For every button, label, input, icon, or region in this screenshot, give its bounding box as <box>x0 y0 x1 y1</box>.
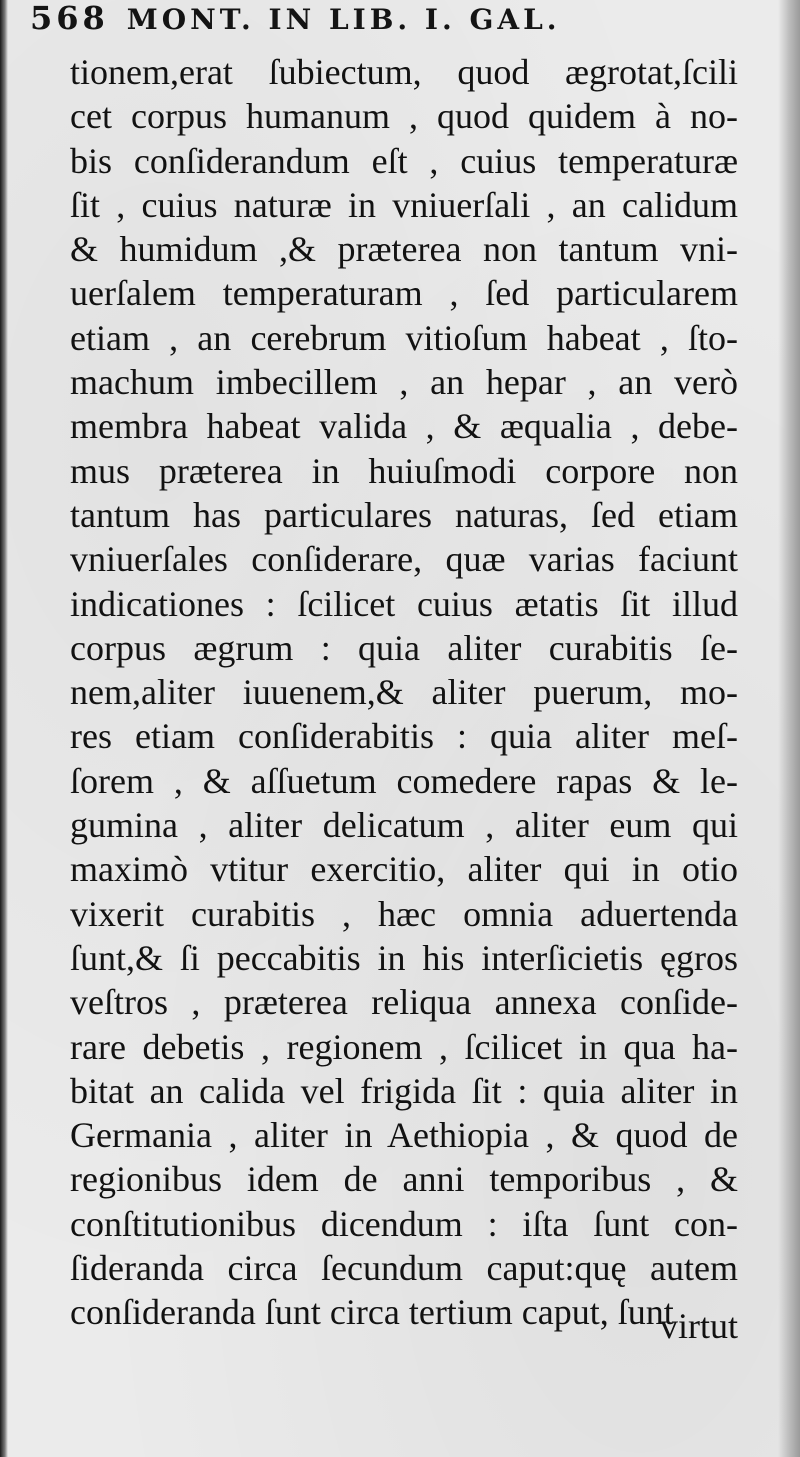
text-line: regionibus idem de anni temporibus , & <box>70 1159 738 1200</box>
text-line: maximò vtitur exercitio, aliter qui in otio <box>70 849 738 890</box>
text-line: tantum has particulares naturas, ſed etiam <box>70 494 738 535</box>
text-line: ſideranda circa ſecundum caput:quę autem <box>70 1248 738 1289</box>
text-line: conſideranda ſunt circa tertium caput, ſunt <box>70 1292 674 1333</box>
page-edge-shadow <box>778 0 800 1457</box>
text-line: res etiam conſiderabitis : quia aliter meſ- <box>70 716 738 757</box>
text-line: ſorem , & aſſuetum comedere rapas & le- <box>70 760 738 801</box>
text-line: veſtros , præterea reliqua annexa conſide- <box>70 982 738 1023</box>
running-head <box>30 0 750 36</box>
text-line: machum imbecillem , an hepar , an verò <box>70 362 738 403</box>
catchword: virtut <box>660 1306 738 1346</box>
text-line: uerſalem temperaturam , ſed particularem <box>70 273 738 314</box>
text-line: membra habeat valida , & æqualia , debe- <box>70 406 738 447</box>
text-line: Germania , aliter in Aethiopia , & quod de <box>70 1115 738 1156</box>
text-line: tionem,erat ſubiectum, quod ægrotat,ſcili <box>70 52 738 92</box>
text-line: conſtitutionibus dicendum : iſta ſunt con- <box>70 1203 738 1244</box>
text-line: indicationes : ſcilicet cuius ætatis ſit illud <box>70 583 738 624</box>
text-line: gumina , aliter delicatum , aliter eum qui <box>70 805 738 846</box>
page-number: 568 <box>30 0 109 36</box>
text-line: nem,aliter iuuenem,& aliter puerum, mo- <box>70 672 738 713</box>
text-line: cet corpus humanum , quod quidem à no- <box>70 96 738 137</box>
text-line: mus præterea in huiuſmodi corpore non <box>70 450 738 491</box>
text-line: vixerit curabitis , hæc omnia aduertenda <box>70 893 738 934</box>
text-line: etiam , an cerebrum vitioſum habeat , ſto- <box>70 317 738 358</box>
text-line: ſit , cuius naturæ in vniuerſali , an calidum <box>70 184 738 225</box>
body-text <box>70 50 738 1335</box>
text-line: & humidum ,& præterea non tantum vni- <box>70 229 738 270</box>
text-line: bis conſiderandum eſt , cuius temperaturæ <box>70 140 738 181</box>
text-line: vniuerſales conſiderare, quæ varias faciunt <box>70 539 738 580</box>
text-line: rare debetis , regionem , ſcilicet in qua ha- <box>70 1026 738 1067</box>
running-head-title: MONT. IN LIB. I. GAL. <box>126 3 561 36</box>
page-gutter-shadow <box>0 0 8 1457</box>
text-line: ſunt,& ſi peccabitis in his interſicietis ęgros <box>70 937 738 978</box>
text-line: bitat an calida vel frigida ſit : quia aliter in <box>70 1070 738 1111</box>
text-line: corpus ægrum : quia aliter curabitis ſe- <box>70 627 738 668</box>
show-through-ink <box>80 1310 380 1344</box>
